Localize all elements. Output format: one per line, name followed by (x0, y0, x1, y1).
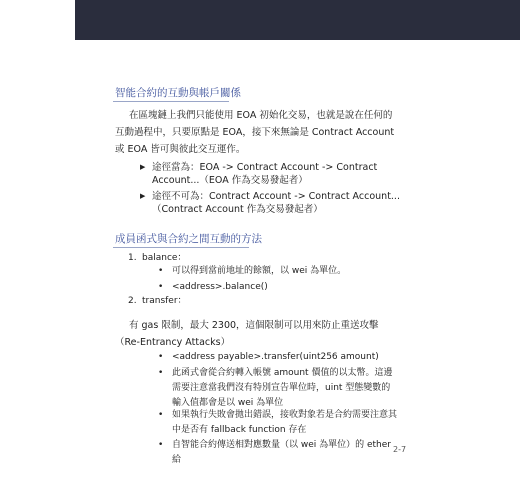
section-2-underline (113, 247, 249, 248)
item-2-bullet-1 (158, 350, 398, 365)
triangle-bullet-icon: ▶ (140, 192, 146, 200)
bullet-dot-icon: • (158, 440, 164, 450)
header-band (75, 0, 520, 40)
item-1-bullet-1 (158, 264, 398, 279)
item-2-paragraph (115, 317, 395, 351)
section-1-item-2 (140, 190, 400, 216)
item-2-bullet-3-text: 如果執行失敗會拋出錯誤，接收對象若是合約需要注意其中是否有 fallback function 存在 (172, 410, 398, 435)
section-1-paragraph-text: 在區塊鏈上我們只能使用 EOA 初始化交易，也就是說在任何的互動過程中，只要原點是 EOA，接下來無論是 Contract Account 或 EOA 皆可與彼此交互運作。 (115, 110, 395, 155)
item-2-bullet-4-text: 自智能合約傳送相對應數量（以 wei 為單位）的 ether 給 (172, 440, 391, 465)
item-1-label: balance： (142, 253, 187, 263)
section-2-title: 成員函式與合約之間互動的方法 (115, 233, 262, 245)
section-1-item-1-text: 途徑當為：EOA -> Contract Account -> Contract Account...（EOA 作為交易發起者） (152, 162, 378, 186)
item-2-paragraph-text: 有 gas 限制，最大 2300，這個限制可以用來防止重送攻擊（Re-Entrancy Attacks） (115, 320, 379, 348)
item-2-bullet-4 (158, 438, 398, 468)
item-2-number: 2. (128, 296, 137, 306)
item-2-bullet-3 (158, 408, 398, 438)
section-1-title: 智能合約的互動與帳戶關係 (115, 87, 241, 99)
item-1-bullet-2 (158, 280, 398, 295)
section-2-item-2 (128, 295, 187, 307)
item-2-label: transfer： (142, 296, 187, 306)
section-1-paragraph (115, 107, 395, 158)
bullet-dot-icon: • (158, 282, 164, 292)
item-2-bullet-2 (158, 366, 398, 411)
item-2-bullet-2-text: 此函式會從合約轉入帳號 amount 價值的以太幣。這邊需要注意當我們沒有特別宣告單位時，uint 型態變數的輸入值都會是以 wei 為單位 (172, 368, 393, 408)
bullet-dot-icon: • (158, 368, 164, 378)
triangle-bullet-icon: ▶ (140, 163, 146, 171)
bullet-dot-icon: • (158, 352, 164, 362)
section-1-item-1 (140, 161, 400, 187)
item-1-number: 1. (128, 253, 137, 263)
item-2-bullet-1-text: <address payable>.transfer(uint256 amount) (172, 352, 379, 362)
bullet-dot-icon: • (158, 410, 164, 420)
item-1-bullet-2-text: <address>.balance() (172, 282, 268, 292)
section-1-underline (113, 101, 229, 102)
bullet-dot-icon: • (158, 266, 164, 276)
section-1-item-2-text: 途徑不可為：Contract Account -> Contract Account...（Contract Account 作為交易發起者） (152, 191, 400, 215)
section-2-item-1 (128, 252, 186, 264)
item-1-bullet-1-text: 可以得到當前地址的餘額，以 wei 為單位。 (172, 266, 347, 276)
page-number: 2-7 (393, 445, 407, 454)
